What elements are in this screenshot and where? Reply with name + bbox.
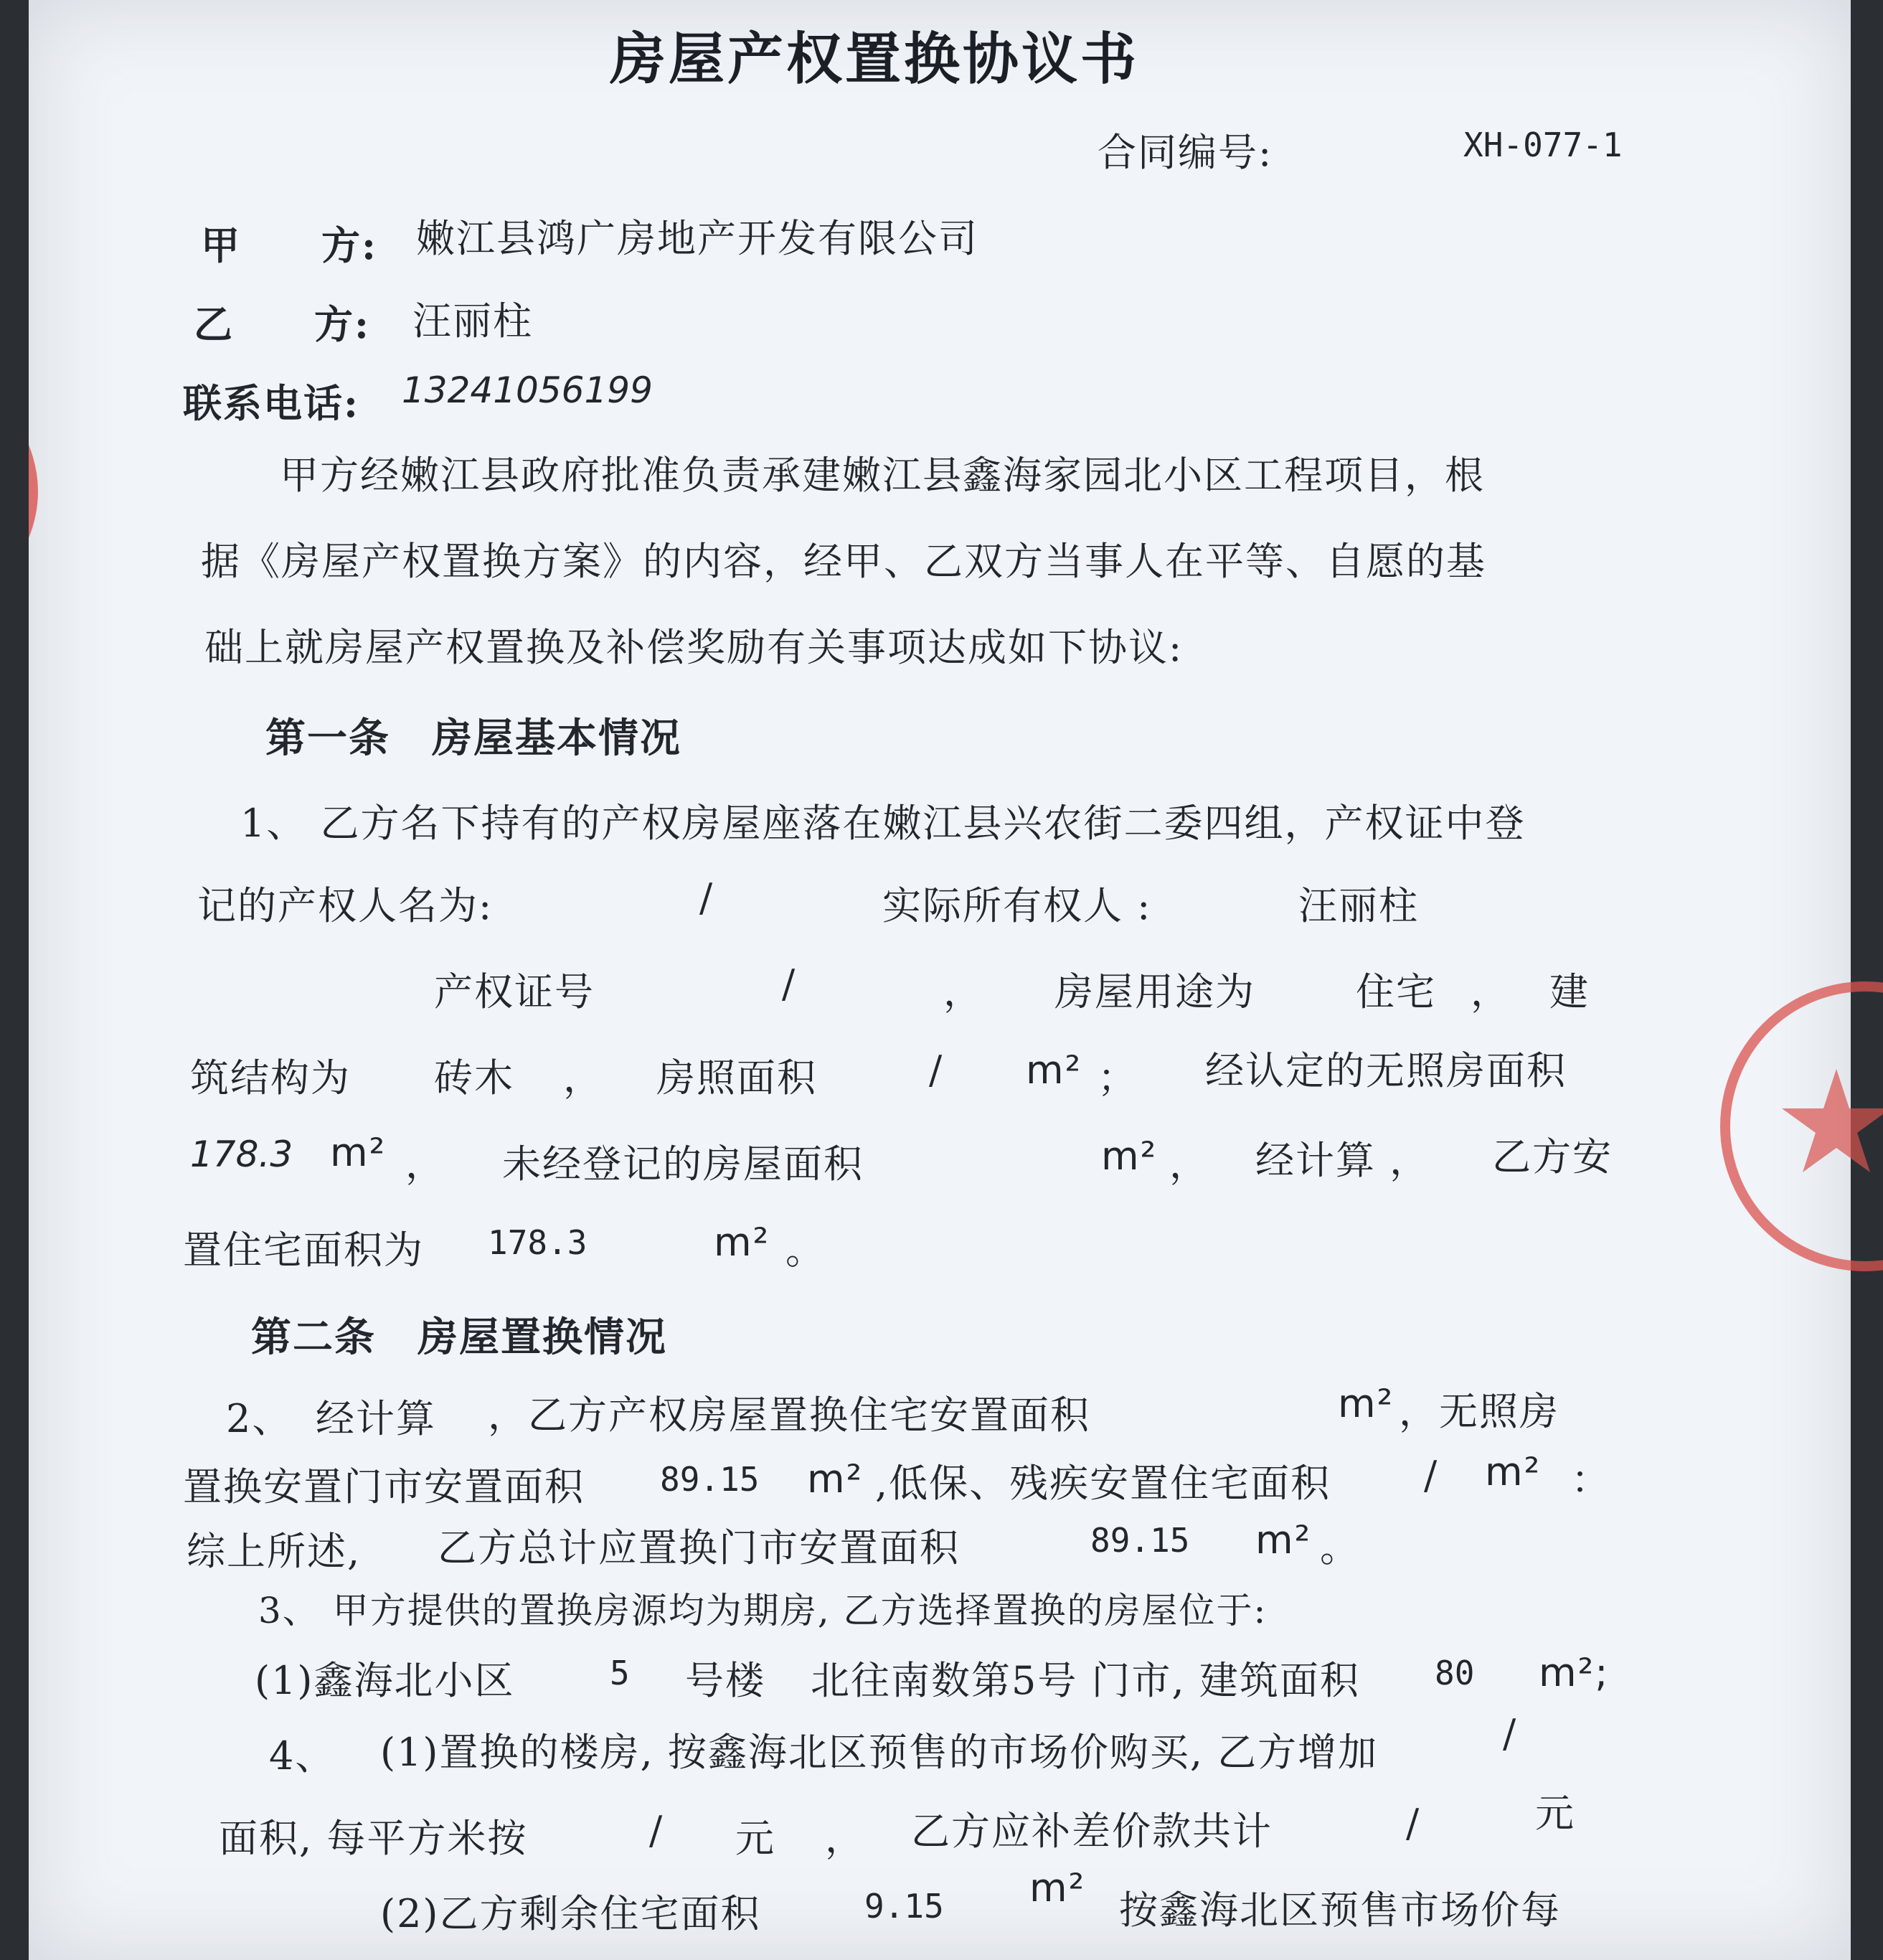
cert-number-value: / bbox=[782, 961, 797, 1007]
unit-yuan: 元 bbox=[735, 1816, 775, 1861]
calculated-label: 经计算 bbox=[316, 1396, 436, 1441]
unit-m2: m² bbox=[330, 1130, 387, 1175]
no-cert-house-label: ，无照房 bbox=[1399, 1389, 1559, 1434]
clause-4-line-1: (1)置换的楼房, 按鑫海北区预售的市场价购买, 乙方增加 bbox=[380, 1730, 1379, 1775]
edge-stamp-fragment bbox=[29, 445, 47, 538]
party-a-name: 嫩江县鸿广房地产开发有限公司 bbox=[416, 216, 978, 261]
price-difference-value: / bbox=[1406, 1801, 1421, 1846]
comma: ， bbox=[825, 1816, 865, 1861]
cert-area-value: / bbox=[929, 1047, 944, 1093]
unregistered-area-label: 未经登记的房屋面积 bbox=[502, 1141, 864, 1187]
colon: ： bbox=[1571, 1457, 1611, 1502]
actual-owner-value: 汪丽柱 bbox=[1298, 883, 1419, 928]
text-fragment: 乙方安 bbox=[1492, 1134, 1613, 1179]
registered-owner-value: / bbox=[699, 875, 714, 920]
usage-value: 住宅 bbox=[1356, 969, 1436, 1014]
clause-4-number: 4、 bbox=[269, 1733, 336, 1778]
text-fragment: 建 bbox=[1549, 969, 1590, 1014]
price-per-m2-label: 面积, 每平方米按 bbox=[219, 1816, 528, 1861]
contract-number-label: 合同编号: bbox=[1098, 130, 1273, 175]
summary-label: 综上所述, bbox=[187, 1529, 362, 1574]
price-per-m2-value: / bbox=[649, 1808, 664, 1853]
comma: ， bbox=[1471, 969, 1511, 1014]
period: 。 bbox=[785, 1228, 826, 1273]
cert-number-label: 产权证号 bbox=[434, 969, 595, 1014]
party-a-label: 甲 方: bbox=[201, 222, 377, 268]
low-income-area-label: ,低保、残疾安置住宅面积 bbox=[875, 1461, 1331, 1506]
company-seal-stamp bbox=[1679, 976, 1883, 1277]
location-prefix: (1)鑫海北小区 bbox=[255, 1658, 515, 1703]
noncert-area-value: 178.3 bbox=[190, 1134, 293, 1175]
clause-3-text: 3、 甲方提供的置换房源均为期房, 乙方选择置换的房屋位于: bbox=[258, 1590, 1268, 1631]
document-page bbox=[29, 0, 1851, 1960]
unit-m2: m² bbox=[1026, 1047, 1082, 1093]
building-area-value: 80 bbox=[1435, 1654, 1475, 1692]
shop-area-label: 置换安置门市安置面积 bbox=[183, 1464, 585, 1509]
total-shop-area-value: 89.15 bbox=[1090, 1521, 1190, 1560]
intro-line-3: 础上就房屋产权置换及补偿奖励有关事项达成如下协议: bbox=[204, 625, 1184, 670]
shop-area-value: 89.15 bbox=[660, 1460, 760, 1499]
unit-m2: m² bbox=[1485, 1449, 1542, 1494]
phone-label: 联系电话: bbox=[183, 380, 359, 426]
shop-location: 北往南数第5号 门市, 建筑面积 bbox=[811, 1658, 1360, 1703]
party-b-name: 汪丽柱 bbox=[412, 298, 533, 344]
price-difference-label: 乙方应补差价款共计 bbox=[911, 1809, 1273, 1854]
article-2-heading: 第二条 房屋置换情况 bbox=[251, 1314, 667, 1361]
settle-area-label: 置住宅面积为 bbox=[183, 1228, 424, 1273]
comma: ， bbox=[1169, 1141, 1209, 1187]
registered-owner-label: 记的产权人名为: bbox=[197, 883, 494, 928]
calculated-label: 经计算 ， bbox=[1255, 1138, 1430, 1183]
article-1-heading: 第一条 房屋基本情况 bbox=[265, 715, 681, 762]
unit-m2: m²; bbox=[1539, 1650, 1610, 1695]
comma: ， bbox=[943, 969, 983, 1014]
clause-2-number: 2、 bbox=[226, 1396, 293, 1441]
unit-m2: m² bbox=[1255, 1517, 1312, 1563]
building-number: 5 bbox=[610, 1654, 630, 1692]
phone-number: 13241056199 bbox=[402, 369, 653, 411]
remaining-area-label: (2)乙方剩余住宅面积 bbox=[380, 1891, 761, 1936]
unit-m2: m² bbox=[807, 1456, 864, 1502]
comma: ， bbox=[405, 1141, 445, 1187]
clause-4-line-3-tail: 按鑫海北区预售市场价每 bbox=[1119, 1888, 1561, 1933]
intro-line-1: 甲方经嫩江县政府批准负责承建嫩江县鑫海家园北小区工程项目，根 bbox=[280, 453, 1485, 498]
unit-yuan: 元 bbox=[1535, 1791, 1575, 1836]
replacement-residential-label: ，乙方产权房屋置换住宅安置面积 bbox=[488, 1393, 1090, 1438]
noncert-area-label: 经认定的无照房面积 bbox=[1205, 1048, 1567, 1093]
unit-m2: m² bbox=[714, 1220, 770, 1265]
total-shop-area-label: 乙方总计应置换门市安置面积 bbox=[438, 1525, 960, 1570]
period: 。 bbox=[1320, 1525, 1360, 1570]
usage-label: 房屋用途为 bbox=[1054, 969, 1255, 1014]
unit-m2: m² bbox=[1101, 1134, 1158, 1179]
contract-number: XH-077-1 bbox=[1463, 126, 1623, 164]
low-income-area-value: / bbox=[1424, 1453, 1439, 1498]
structure-value: 砖木 bbox=[434, 1055, 514, 1101]
semicolon: ； bbox=[1098, 1055, 1138, 1101]
cert-area-label: 房照面积 bbox=[656, 1055, 817, 1101]
unit-m2: m² bbox=[1029, 1865, 1086, 1910]
article-1-line-1: 1、 乙方名下持有的产权房屋座落在嫩江县兴农街二委四组，产权证中登 bbox=[240, 801, 1526, 846]
unit-m2: m² bbox=[1338, 1381, 1394, 1426]
actual-owner-label: 实际所有权人 : bbox=[882, 883, 1152, 928]
comma: ， bbox=[563, 1055, 603, 1101]
added-area-value: / bbox=[1503, 1711, 1518, 1756]
structure-label: 筑结构为 bbox=[190, 1055, 351, 1101]
intro-line-2: 据《房屋产权置换方案》的内容，经甲、乙双方当事人在平等、自愿的基 bbox=[201, 539, 1486, 584]
remaining-area-value: 9.15 bbox=[864, 1887, 944, 1926]
document-title: 房屋产权置换协议书 bbox=[610, 27, 1140, 92]
building-label: 号楼 bbox=[685, 1658, 765, 1703]
party-b-label: 乙 方: bbox=[194, 301, 370, 347]
settle-area-value: 178.3 bbox=[488, 1223, 587, 1262]
